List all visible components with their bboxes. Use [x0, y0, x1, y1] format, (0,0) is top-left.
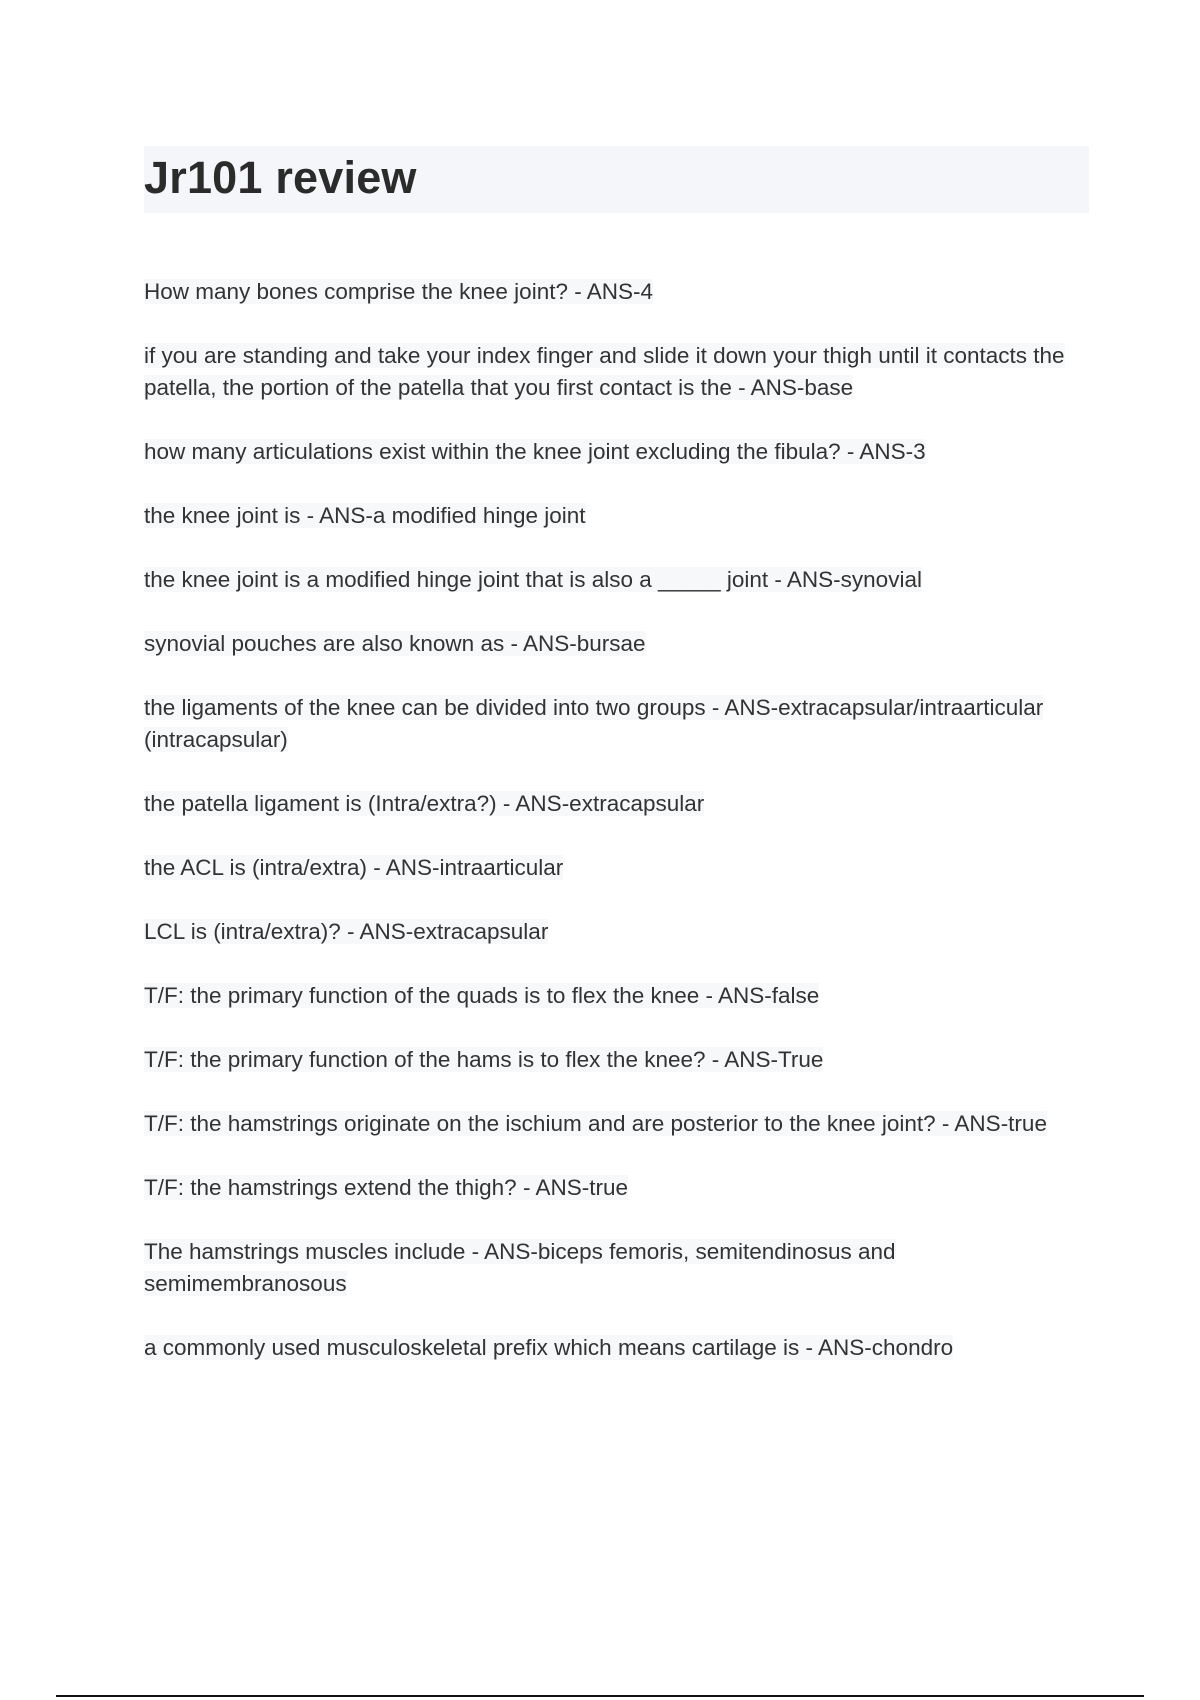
qa-item [144, 1172, 1094, 1204]
qa-text: the knee joint is - ANS-a modified hinge joint [144, 503, 586, 528]
qa-item [144, 1332, 1094, 1364]
qa-text: the ACL is (intra/extra) - ANS-intraarticular [144, 855, 564, 880]
qa-text: T/F: the primary function of the hams is to flex the knee? - ANS-True [144, 1047, 824, 1072]
qa-text: T/F: the primary function of the quads is to flex the knee - ANS-false [144, 983, 820, 1008]
qa-text: the patella ligament is (Intra/extra?) - ANS-extracapsular [144, 791, 705, 816]
qa-text: The hamstrings muscles include - ANS-biceps femoris, semitendinosus and semimembranosous [144, 1239, 896, 1296]
qa-text: the ligaments of the knee can be divided into two groups - ANS-extracapsular/intraarticular (intracapsular) [144, 695, 1044, 752]
qa-item [144, 1236, 1094, 1300]
qa-item [144, 1108, 1094, 1140]
qa-list [144, 276, 1094, 1396]
qa-item [144, 500, 1094, 532]
qa-item [144, 628, 1094, 660]
qa-item [144, 980, 1094, 1012]
qa-text: LCL is (intra/extra)? - ANS-extracapsular [144, 919, 549, 944]
qa-text: T/F: the hamstrings originate on the ischium and are posterior to the knee joint? - ANS-true [144, 1111, 1047, 1136]
qa-text: if you are standing and take your index finger and slide it down your thigh until it contacts the patella, the portion of the patella that you first contact is the - ANS-base [144, 343, 1065, 400]
qa-text: the knee joint is a modified hinge joint that is also a _____ joint - ANS-synovial [144, 567, 922, 592]
qa-item [144, 692, 1094, 756]
qa-item [144, 340, 1094, 404]
qa-text: a commonly used musculoskeletal prefix which means cartilage is - ANS-chondro [144, 1335, 954, 1360]
qa-item [144, 852, 1094, 884]
qa-item [144, 276, 1094, 308]
qa-text: T/F: the hamstrings extend the thigh? - ANS-true [144, 1175, 628, 1200]
qa-item [144, 436, 1094, 468]
title-banner [144, 146, 1089, 213]
qa-text: How many bones comprise the knee joint? - ANS-4 [144, 279, 653, 304]
qa-item [144, 1044, 1094, 1076]
qa-item [144, 564, 1094, 596]
qa-item [144, 916, 1094, 948]
footer-rule [56, 1695, 1144, 1697]
page-title: Jr101 review [144, 152, 417, 203]
qa-item [144, 788, 1094, 820]
qa-text: how many articulations exist within the knee joint excluding the fibula? - ANS-3 [144, 439, 926, 464]
qa-text: synovial pouches are also known as - ANS-bursae [144, 631, 646, 656]
